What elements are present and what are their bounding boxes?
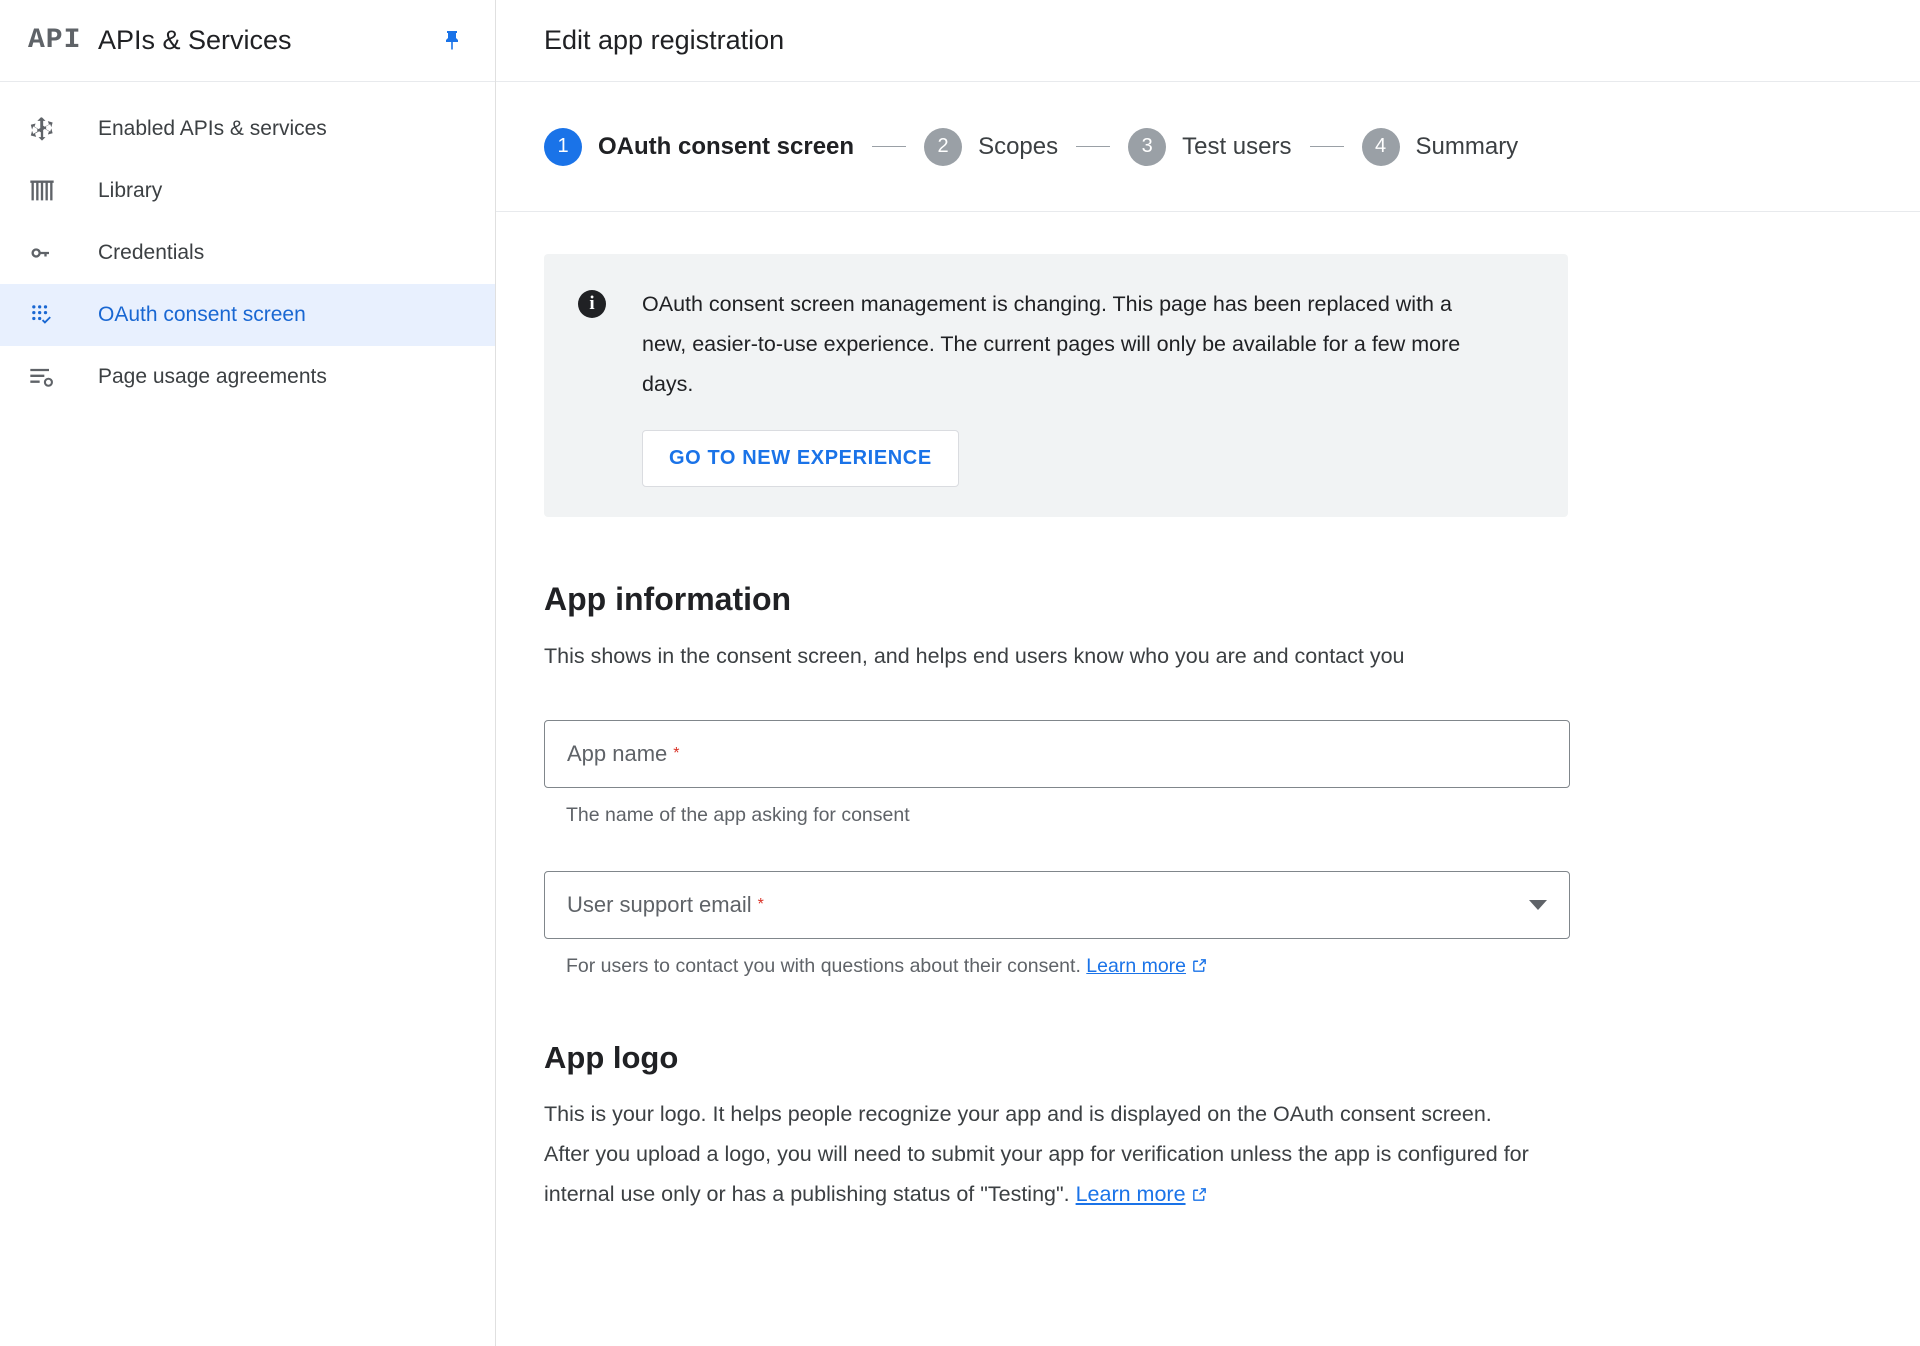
app-logo-description [544,1094,1544,1216]
step-scopes[interactable] [924,128,1058,166]
sidebar-item-label: Library [98,179,163,202]
sidebar-item-enabled-apis[interactable] [0,98,495,160]
required-marker: * [757,896,764,913]
library-icon [28,177,86,205]
step-separator [1076,146,1110,147]
sidebar-item-oauth-consent-screen[interactable] [0,284,495,346]
step-label: Test users [1182,132,1292,160]
app-name-field [544,720,1570,827]
sidebar-item-label: Page usage agreements [98,365,327,388]
step-label: OAuth consent screen [598,132,855,160]
chevron-down-icon[interactable] [1529,900,1547,910]
app-information-heading: App information [544,581,792,617]
sidebar-item-label: OAuth consent screen [98,303,306,326]
app-name-hint: The name of the app asking for consent [566,804,910,826]
step-label: Scopes [978,132,1059,160]
sidebar-item-label: Enabled APIs & services [98,117,327,140]
sidebar-header [0,0,495,82]
sidebar [0,0,496,1346]
user-support-email-hint [544,955,1570,980]
app-logo-paragraph-1: This is your logo. It helps people recognize your app and is displayed on the OAuth consent screen. [544,1102,1492,1126]
migration-banner [544,254,1568,517]
step-test-users[interactable] [1128,128,1291,166]
app-information-description: This shows in the consent screen, and helps end users know who you are and contact you [544,644,1405,668]
pin-icon[interactable] [435,24,469,58]
wizard-stepper [496,82,1920,212]
sidebar-item-credentials[interactable] [0,222,495,284]
step-number: 1 [544,128,582,166]
user-support-email-select[interactable] [544,871,1570,939]
step-summary[interactable] [1362,128,1519,166]
external-link-icon [1191,1176,1208,1216]
user-support-email-field [544,871,1570,980]
banner-text: OAuth consent screen management is changing. This page has been replaced with a new, easier-to-use experience. The current pages will only be available for a few more days. [642,292,1461,396]
main-panel [496,0,1920,1346]
step-separator [872,146,906,147]
app-name-label: App name [567,741,668,766]
info-icon [578,284,642,487]
user-support-email-hint-text: For users to contact you with questions about their consent. [566,955,1081,977]
step-number: 3 [1128,128,1166,166]
step-separator [1310,146,1344,147]
sidebar-nav [0,82,495,408]
sidebar-item-library[interactable] [0,160,495,222]
sidebar-item-label: Credentials [98,241,205,264]
step-label: Summary [1415,132,1519,160]
app-logo-paragraph-2: After you upload a logo, you will need to submit your app for verification unless the app is configured for internal use only or has a publishing status of "Testing". [544,1142,1529,1206]
app-logo-heading: App logo [544,1040,679,1075]
agreements-icon [28,363,86,391]
key-icon [28,239,86,267]
app-logo-learn-more-link[interactable]: Learn more [1075,1182,1186,1206]
consent-screen-icon [28,301,86,329]
sidebar-title: APIs & Services [98,25,292,55]
info-glyph: i [578,290,606,318]
dashboard-icon [28,115,86,143]
step-number: 2 [924,128,962,166]
app-name-input[interactable] [544,720,1570,788]
step-number: 4 [1362,128,1400,166]
api-logo: API [28,25,82,56]
external-link-icon [1191,957,1208,980]
user-support-email-label: User support email [567,892,752,917]
step-oauth-consent-screen[interactable] [544,128,854,166]
user-support-email-learn-more-link[interactable]: Learn more [1086,955,1187,977]
page-title: Edit app registration [496,0,1920,82]
main-content [496,212,1920,1216]
required-marker: * [673,745,680,762]
sidebar-item-page-usage-agreements[interactable] [0,346,495,408]
go-to-new-experience-button[interactable]: GO TO NEW EXPERIENCE [642,430,959,487]
